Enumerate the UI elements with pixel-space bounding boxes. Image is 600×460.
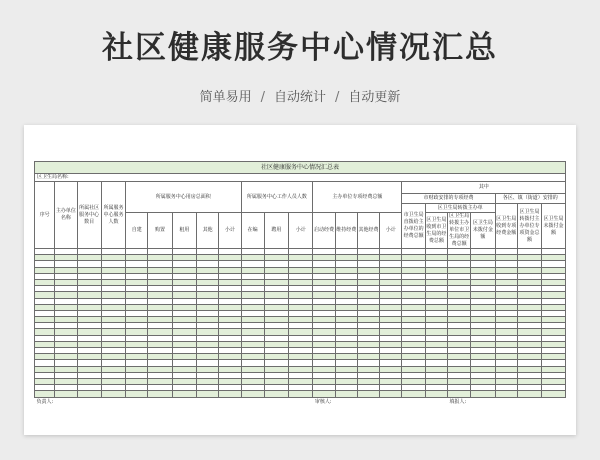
spreadsheet-preview-card bbox=[24, 125, 576, 435]
area-col-subtotal: 小计 bbox=[219, 213, 241, 249]
group-header-town: 各区、镇（街道）安排的 bbox=[495, 194, 565, 204]
group-header-district: 区卫生局转拨主办单 bbox=[425, 204, 495, 213]
sub-header-city-2: 区卫生局转拨主办单位市卫生局的经费总额 bbox=[449, 213, 470, 247]
staff-col-hired: 聘用 bbox=[264, 213, 288, 249]
filler-label[interactable]: 填报人: bbox=[449, 399, 467, 405]
feature-tagline bbox=[0, 86, 600, 105]
staff-col-tenured: 在编 bbox=[241, 213, 264, 249]
group-header-funds: 主办单位专项经费总额 bbox=[313, 182, 402, 213]
signature-row bbox=[35, 397, 566, 408]
sub-header-town-2: 区卫生局未拨付金额 bbox=[542, 204, 566, 249]
tag-separator: / bbox=[260, 90, 265, 105]
page-title: 社区健康服务中心情况汇总 bbox=[102, 30, 498, 66]
col-header-station-count: 所属服务中心服务人数 bbox=[101, 182, 125, 249]
area-col-rented: 租用 bbox=[172, 213, 196, 249]
funds-col-startup: 启动经费 bbox=[313, 213, 335, 249]
area-col-other: 其他 bbox=[196, 213, 218, 249]
tag-auto-update: 自动更新 bbox=[348, 90, 401, 105]
tag-easy: 简单易用 bbox=[199, 90, 252, 105]
summary-table bbox=[34, 161, 566, 408]
org-label[interactable]: 区卫生局名称: bbox=[35, 174, 566, 182]
group-header-city: 市财政安排的专项经费 bbox=[402, 194, 495, 204]
sub-header-city-3: 区卫生局未拨付金额 bbox=[471, 213, 495, 249]
sub-header-city-0: 市卫生局直拨给主办单位的经费总额 bbox=[402, 204, 425, 249]
sub-header-town-1: 区卫生局转拨付主办单位专项资金总额 bbox=[517, 204, 541, 249]
sub-header-town-0: 区卫生局收到专项经费金额 bbox=[495, 204, 517, 249]
reviewer-label[interactable]: 审核人: bbox=[314, 399, 332, 405]
group-header-among: 其中 bbox=[402, 182, 566, 194]
owner-label[interactable]: 负责人: bbox=[36, 399, 54, 405]
sub-header-city-1: 区卫生局收到市卫生局的经费总额 bbox=[425, 213, 447, 249]
staff-col-subtotal: 小计 bbox=[289, 213, 313, 249]
tag-separator: / bbox=[335, 90, 340, 105]
col-header-unit: 主办单位名称 bbox=[55, 182, 77, 249]
funds-col-other: 其他经费 bbox=[357, 213, 379, 249]
tag-auto-stat: 自动统计 bbox=[273, 90, 326, 105]
group-header-staff: 所属服务中心工作人员人数 bbox=[241, 182, 313, 213]
area-col-purchased: 购置 bbox=[148, 213, 172, 249]
funds-col-maintenance: 维持经费 bbox=[335, 213, 357, 249]
funds-col-subtotal: 小计 bbox=[380, 213, 402, 249]
area-col-self-built: 自建 bbox=[126, 213, 148, 249]
col-header-center-count: 所属社区服务中心数目 bbox=[77, 182, 101, 249]
col-header-seq: 序号 bbox=[35, 182, 55, 249]
group-header-area: 所属服务中心用房总面积 bbox=[126, 182, 241, 213]
sheet-title: 社区健康服务中心情况汇总表 bbox=[35, 162, 566, 174]
